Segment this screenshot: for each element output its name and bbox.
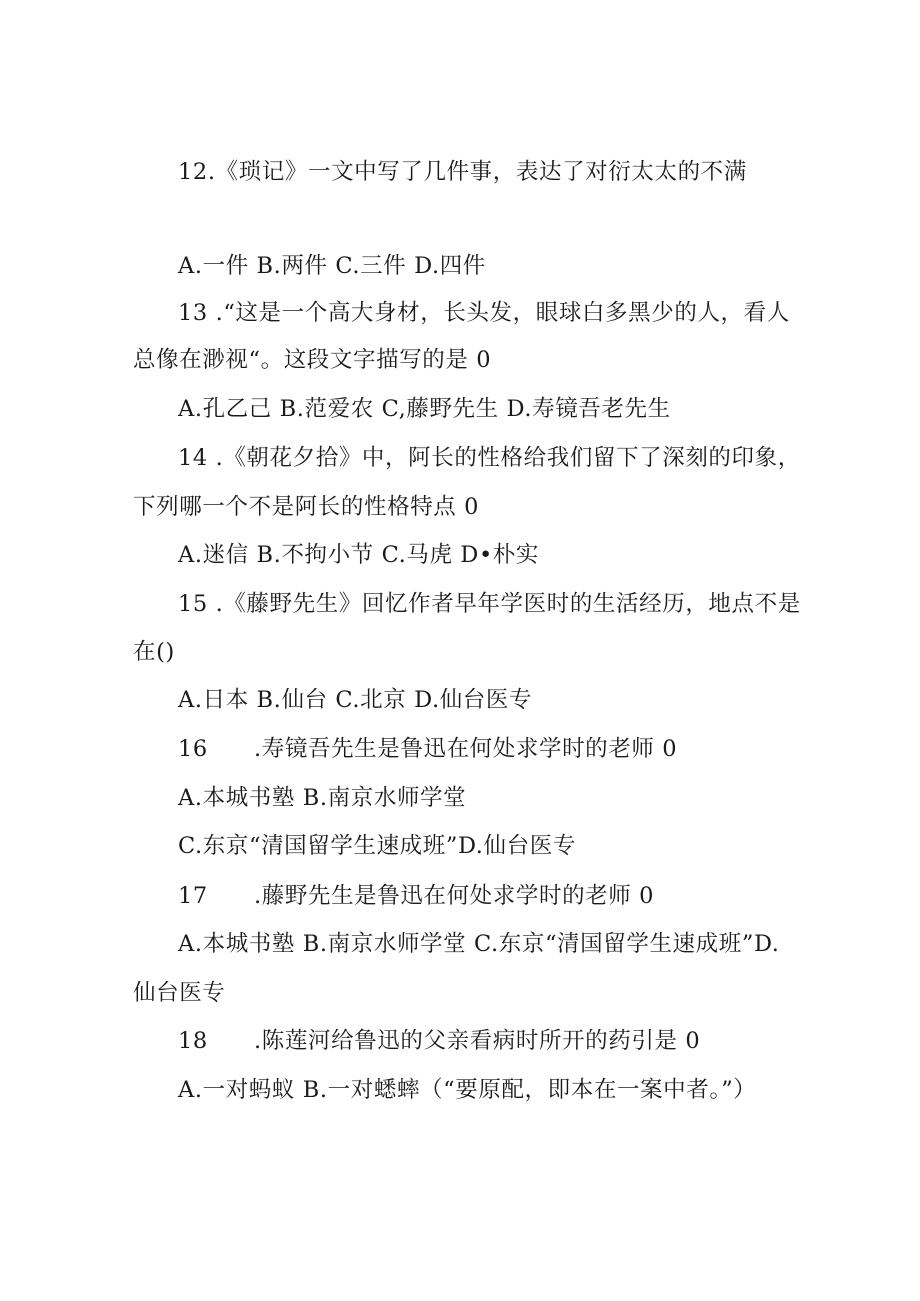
question-12: 12.《琐记》一文中写了几件事，表达了对衍太太的不满 [178, 159, 747, 185]
question-13-options: A.孔乙己 B.范爱农 C,藤野先生 D.寿镜吾老先生 [178, 396, 671, 422]
question-13: 13 .“这是一个高大身材，长头发，眼球白多黑少的人，看人 [178, 300, 790, 326]
question-14-cont: 下列哪一个不是阿长的性格特点 0 [133, 494, 480, 520]
question-17: 17 .藤野先生是鲁迅在何处求学时的老师 0 [178, 883, 655, 909]
question-18-options: A.一对蚂蚁 B.一对蟋蟀（“要原配，即本在一案中者。”） [178, 1077, 757, 1103]
question-16: 16 .寿镜吾先生是鲁迅在何处求学时的老师 0 [178, 736, 678, 762]
question-14-options: A.迷信 B.不拘小节 C.马虎 D•朴实 [178, 542, 540, 568]
question-17-options-cont: 仙台医专 [133, 980, 226, 1006]
question-13-cont: 总像在渺视“。这段文字描写的是 0 [133, 347, 492, 373]
question-15-cont: 在() [133, 639, 175, 665]
question-12-options: A.一件 B.两件 C.三件 D.四件 [178, 253, 486, 279]
question-15: 15 .《藤野先生》回忆作者早年学医时的生活经历，地点不是 [178, 591, 801, 617]
question-14: 14 .《朝花夕拾》中，阿长的性格给我们留下了深刻的印象， [178, 445, 801, 471]
question-15-options: A.日本 B.仙台 C.北京 D.仙台医专 [178, 687, 533, 713]
question-16-options-b: C.东京“清国留学生速成班”D.仙台医专 [178, 833, 576, 859]
question-18: 18 .陈莲河给鲁迅的父亲看病时所开的药引是 0 [178, 1028, 701, 1054]
question-16-options-a: A.本城书塾 B.南京水师学堂 [178, 785, 467, 811]
question-17-options: A.本城书塾 B.南京水师学堂 C.东京“清国留学生速成班”D. [178, 931, 780, 957]
